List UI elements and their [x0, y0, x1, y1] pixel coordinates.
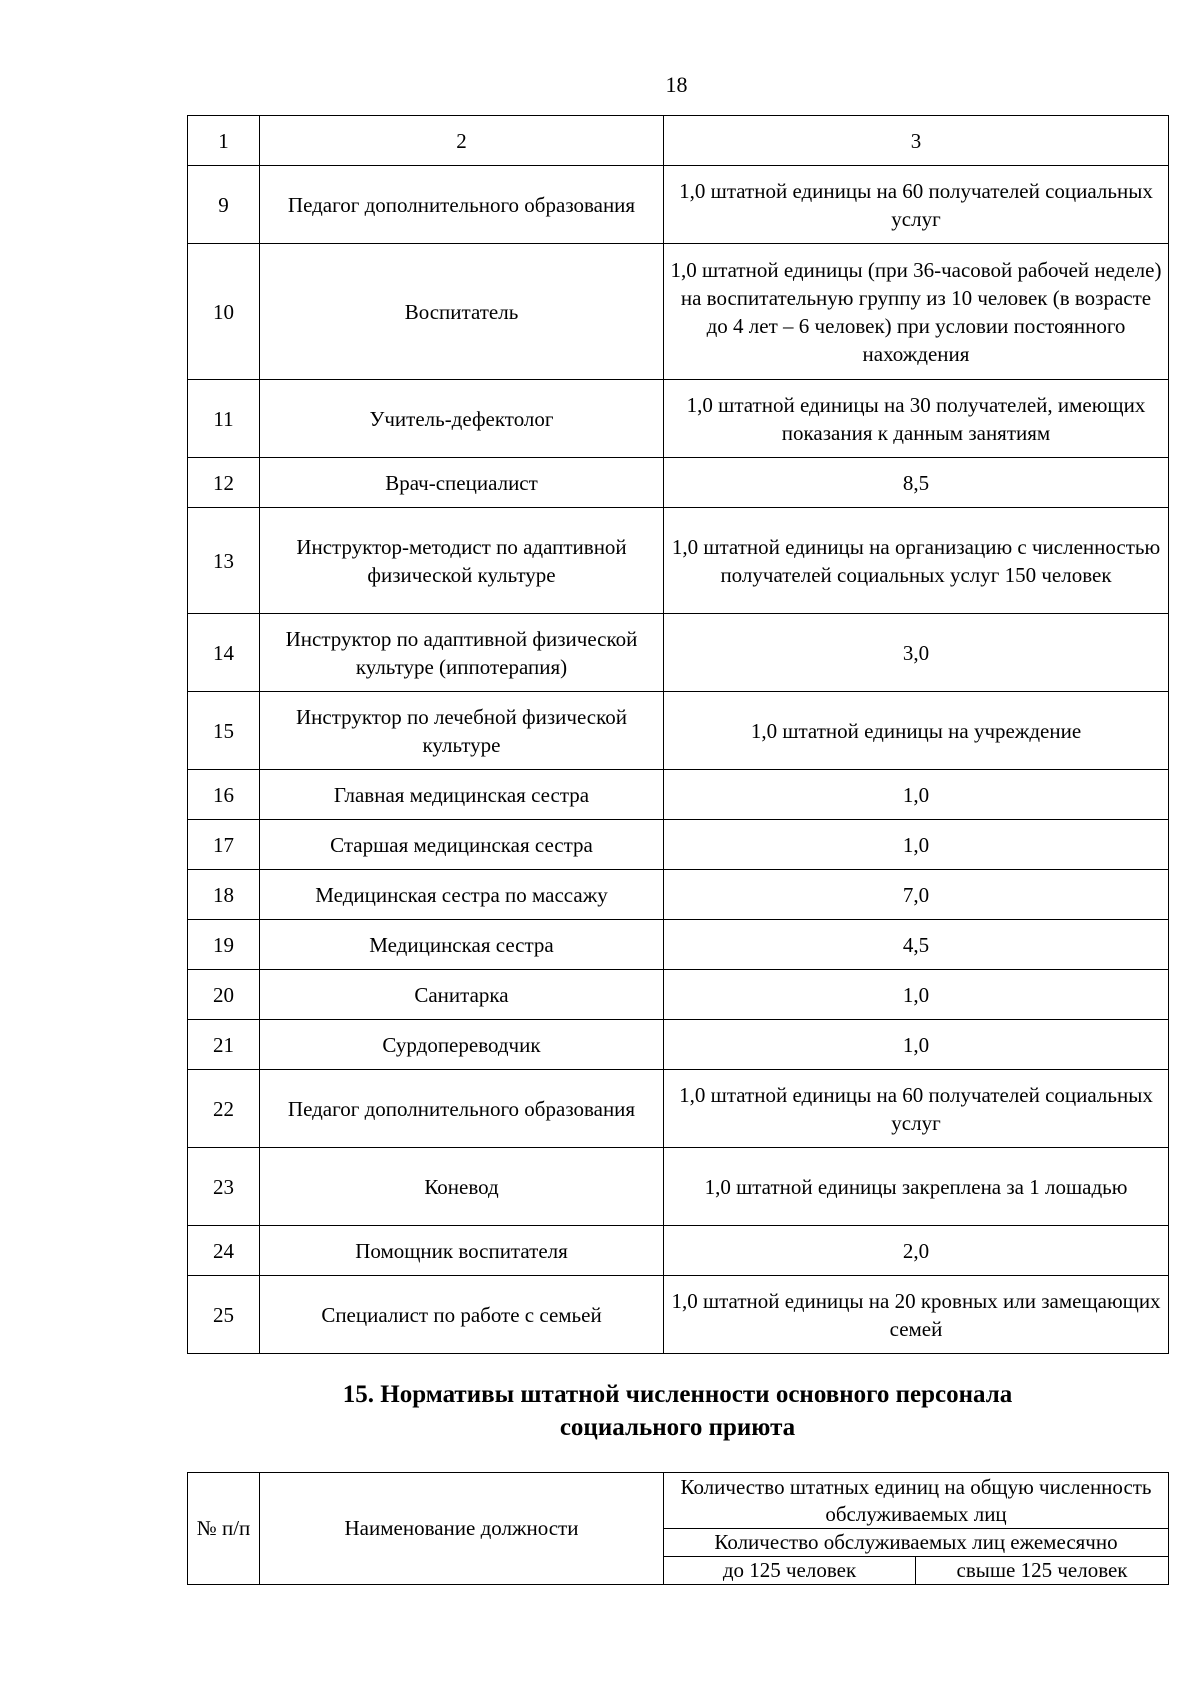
section-heading-line-2: социального приюта — [559, 1414, 796, 1441]
table-row — [188, 1276, 1169, 1354]
table-row — [188, 920, 1169, 970]
table-row — [188, 614, 1169, 692]
table-row — [188, 244, 1169, 380]
header-cell-norm: 3 — [664, 116, 1169, 166]
staffing-norm: 1,0 штатной единицы (при 36-часовой рабочей неделе) на воспитательную группу из 10 человек (в возрасте до 4 лет – 6 человек) при условии постоянного нахождения — [664, 244, 1169, 380]
position-name: Педагог дополнительного образования — [260, 166, 664, 244]
position-name: Педагог дополнительного образования — [260, 1070, 664, 1148]
staffing-norm: 8,5 — [664, 458, 1169, 508]
staffing-norm: 7,0 — [664, 870, 1169, 920]
staffing-norm: 1,0 — [664, 770, 1169, 820]
row-number: 16 — [188, 770, 260, 820]
position-name: Специалист по работе с семьей — [260, 1276, 664, 1354]
table-row — [188, 1070, 1169, 1148]
shelter-staffing-table — [187, 1472, 1169, 1585]
position-name: Инструктор-методист по адаптивной физической культуре — [260, 508, 664, 614]
row-number: 19 — [188, 920, 260, 970]
table-row — [188, 692, 1169, 770]
position-name: Инструктор по адаптивной физической культуре (иппотерапия) — [260, 614, 664, 692]
position-name: Медицинская сестра по массажу — [260, 870, 664, 920]
row-number: 22 — [188, 1070, 260, 1148]
staffing-norm: 1,0 штатной единицы на организацию с численностью получателей социальных услуг 150 человек — [664, 508, 1169, 614]
table-row — [188, 820, 1169, 870]
staffing-norms-table — [187, 115, 1169, 1354]
header-over-125: свыше 125 человек — [916, 1557, 1169, 1585]
position-name: Воспитатель — [260, 244, 664, 380]
table-row — [188, 166, 1169, 244]
row-number: 17 — [188, 820, 260, 870]
row-number: 14 — [188, 614, 260, 692]
row-number: 20 — [188, 970, 260, 1020]
table-row — [188, 380, 1169, 458]
row-number: 12 — [188, 458, 260, 508]
position-name: Помощник воспитателя — [260, 1226, 664, 1276]
position-name: Медицинская сестра — [260, 920, 664, 970]
table-row — [188, 458, 1169, 508]
row-number: 24 — [188, 1226, 260, 1276]
staffing-norm: 1,0 — [664, 970, 1169, 1020]
page-number: 18 — [665, 72, 688, 97]
header-up-to-125: до 125 человек — [664, 1557, 916, 1585]
staffing-norm: 1,0 штатной единицы на учреждение — [664, 692, 1169, 770]
row-number: 15 — [188, 692, 260, 770]
section-heading — [187, 1378, 1168, 1444]
header-monthly-served: Количество обслуживаемых лиц ежемесячно — [664, 1529, 1169, 1557]
row-number: 23 — [188, 1148, 260, 1226]
row-number: 25 — [188, 1276, 260, 1354]
position-name: Главная медицинская сестра — [260, 770, 664, 820]
position-name: Коневод — [260, 1148, 664, 1226]
staffing-norm: 1,0 штатной единицы на 60 получателей социальных услуг — [664, 166, 1169, 244]
position-name: Старшая медицинская сестра — [260, 820, 664, 870]
staffing-norm: 1,0 штатной единицы на 30 получателей, имеющих показания к данным занятиям — [664, 380, 1169, 458]
table-row — [188, 770, 1169, 820]
header-row — [188, 1473, 1169, 1529]
section-heading-line-1: 15. Нормативы штатной численности основного персонала — [342, 1381, 1013, 1408]
position-name: Санитарка — [260, 970, 664, 1020]
position-name: Сурдопереводчик — [260, 1020, 664, 1070]
header-staff-units: Количество штатных единиц на общую численность обслуживаемых лиц — [664, 1473, 1169, 1529]
header-cell-col-number: 1 — [188, 116, 260, 166]
staffing-norm: 1,0 — [664, 1020, 1169, 1070]
table-row — [188, 1148, 1169, 1226]
row-number: 11 — [188, 380, 260, 458]
position-name: Врач-специалист — [260, 458, 664, 508]
table-row — [188, 870, 1169, 920]
row-number: 10 — [188, 244, 260, 380]
staffing-norm: 1,0 штатной единицы на 20 кровных или замещающих семей — [664, 1276, 1169, 1354]
staffing-norm: 1,0 штатной единицы закреплена за 1 лошадью — [664, 1148, 1169, 1226]
table-row — [188, 508, 1169, 614]
row-number: 13 — [188, 508, 260, 614]
staffing-norm: 3,0 — [664, 614, 1169, 692]
position-name: Учитель-дефектолог — [260, 380, 664, 458]
header-number: № п/п — [188, 1473, 260, 1585]
header-cell-position: 2 — [260, 116, 664, 166]
row-number: 18 — [188, 870, 260, 920]
table-row — [188, 1020, 1169, 1070]
row-number: 9 — [188, 166, 260, 244]
header-position-name: Наименование должности — [260, 1473, 664, 1585]
table-row — [188, 1226, 1169, 1276]
position-name: Инструктор по лечебной физической культуре — [260, 692, 664, 770]
header-row — [188, 116, 1169, 166]
table-row — [188, 970, 1169, 1020]
staffing-norm: 1,0 штатной единицы на 60 получателей социальных услуг — [664, 1070, 1169, 1148]
staffing-norm: 1,0 — [664, 820, 1169, 870]
row-number: 21 — [188, 1020, 260, 1070]
staffing-norm: 4,5 — [664, 920, 1169, 970]
staffing-norm: 2,0 — [664, 1226, 1169, 1276]
